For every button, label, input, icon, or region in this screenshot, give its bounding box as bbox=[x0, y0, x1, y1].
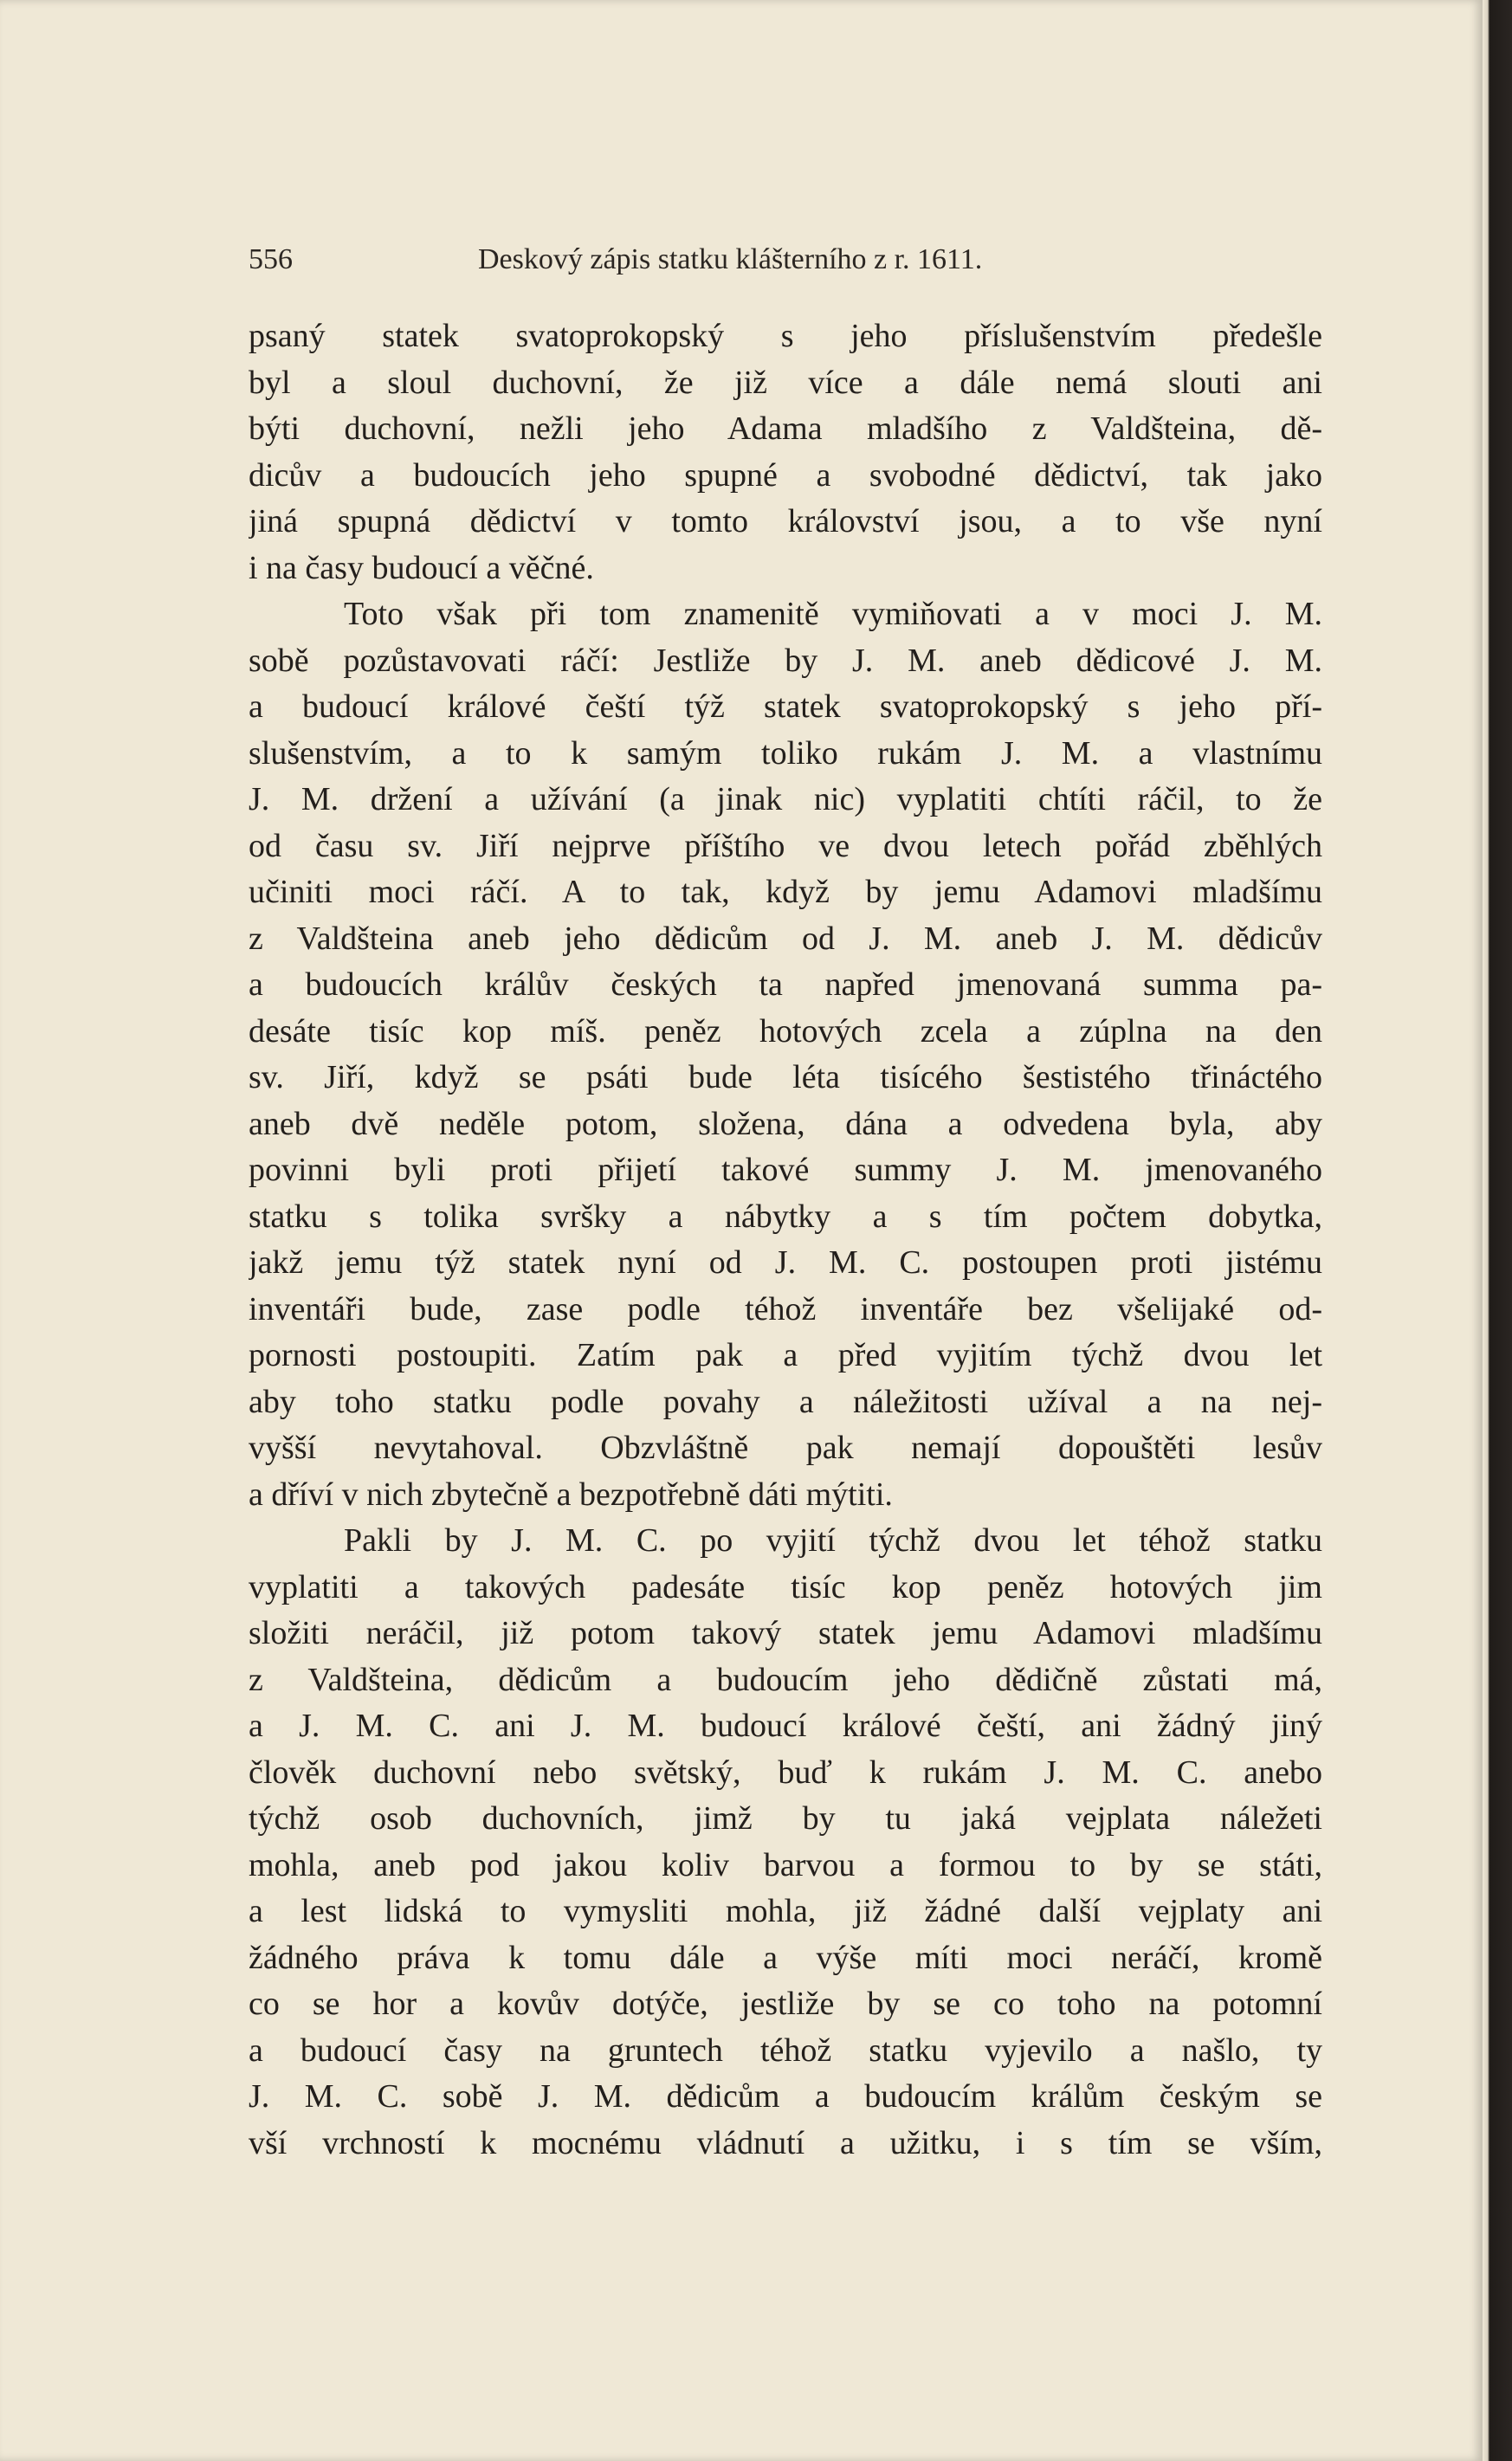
text-line: vyplatiti a takových padesáte tisíc kop peněz hotových jim bbox=[249, 1568, 1322, 1605]
text-line: vší vrchností k mocnému vládnutí a užitku, i s tím se vším, bbox=[249, 2124, 1322, 2161]
running-title: Deskový zápis statku klášterního z r. 1611. bbox=[478, 243, 983, 275]
text-line: a budoucích králův českých ta napřed jmenovaná summa pa- bbox=[249, 966, 1322, 1003]
text-line: a dříví v nich zbytečně a bezpotřebně dáti mýtiti. bbox=[249, 1476, 893, 1513]
body-text bbox=[249, 313, 1322, 2167]
text-line: i na časy budoucí a věčné. bbox=[249, 549, 594, 586]
text-line: pornosti postoupiti. Zatím pak a před vyjitím týchž dvou let bbox=[249, 1337, 1322, 1373]
text-line: od času sv. Jiří nejprve příštího ve dvou letech pořád zběhlých bbox=[249, 827, 1322, 864]
text-line: povinni byli proti přijetí takové summy J. M. jmenovaného bbox=[249, 1152, 1322, 1188]
text-line: učiniti moci ráčí. A to tak, když by jemu Adamovi mladšímu bbox=[249, 874, 1322, 910]
text-line: vyšší nevytahoval. Obzvláštně pak nemají dopouštěti lesův bbox=[249, 1430, 1322, 1466]
text-line: Pakli by J. M. C. po vyjití týchž dvou let téhož statku bbox=[344, 1522, 1322, 1559]
book-spine-edge bbox=[1483, 0, 1512, 2461]
page-number: 556 bbox=[249, 243, 293, 275]
text-line: psaný statek svatoprokopský s jeho příslušenstvím předešle bbox=[249, 318, 1322, 354]
text-line: a budoucí králové čeští týž statek svatoprokopský s jeho pří- bbox=[249, 688, 1322, 725]
text-line: desáte tisíc kop míš. peněz hotových zcela a zúplna na den bbox=[249, 1012, 1322, 1050]
page-header bbox=[249, 243, 1322, 287]
text-line: slušenstvím, a to k samým toliko rukám J. M. a vlastnímu bbox=[249, 734, 1322, 772]
text-line: a budoucí časy na gruntech téhož statku vyjevilo a našlo, ty bbox=[249, 2031, 1322, 2069]
text-line: J. M. držení a užívání (a jinak nic) vyplatiti chtíti ráčil, to že bbox=[249, 781, 1322, 817]
text-line: z Valdšteina, dědicům a budoucím jeho dědičně zůstati má, bbox=[249, 1661, 1322, 1698]
text-line: co se hor a kovův dotýče, jestliže by se co toho na potomní bbox=[249, 1986, 1322, 2022]
text-line: žádného práva k tomu dále a výše míti moci neráčí, kromě bbox=[249, 1939, 1322, 1976]
text-line: byl a sloul duchovní, že již více a dále nemá slouti ani bbox=[249, 364, 1322, 401]
text-line: a lest lidská to vymysliti mohla, již žádné další vejplaty ani bbox=[249, 1893, 1322, 1929]
text-line: statku s tolika svršky a nábytky a s tím počtem dobytka, bbox=[249, 1198, 1322, 1235]
text-line: dicův a budoucích jeho spupné a svobodné dědictví, tak jako bbox=[249, 456, 1322, 494]
text-line: aneb dvě neděle potom, složena, dána a odvedena byla, aby bbox=[249, 1105, 1322, 1142]
text-line: člověk duchovní nebo světský, buď k rukám J. M. C. anebo bbox=[249, 1754, 1322, 1791]
text-line: mohla, aneb pod jakou koliv barvou a formou to by se státi, bbox=[249, 1846, 1322, 1883]
text-line: Toto však při tom znamenitě vymiňovati a v moci J. M. bbox=[344, 596, 1322, 632]
text-line: jakž jemu týž statek nyní od J. M. C. postoupen proti jistému bbox=[249, 1244, 1322, 1281]
text-line: J. M. C. sobě J. M. dědicům a budoucím králům českým se bbox=[249, 2078, 1322, 2115]
text-line: sv. Jiří, když se psáti bude léta tisícého šestistého třináctého bbox=[249, 1059, 1322, 1095]
text-line: býti duchovní, nežli jeho Adama mladšího z Valdšteina, dě- bbox=[249, 410, 1322, 447]
text-line: z Valdšteina aneb jeho dědicům od J. M. aneb J. M. dědicův bbox=[249, 920, 1322, 957]
text-line: aby toho statku podle povahy a náležitosti užíval a na nej- bbox=[249, 1383, 1322, 1420]
text-line: sobě pozůstavovati ráčí: Jestliže by J. M. aneb dědicové J. M. bbox=[249, 642, 1322, 679]
text-line: jiná spupná dědictví v tomto království jsou, a to vše nyní bbox=[249, 503, 1322, 539]
text-line: inventáři bude, zase podle téhož inventáře bez všelijaké od- bbox=[249, 1290, 1322, 1327]
text-line: složiti neráčil, již potom takový statek jemu Adamovi mladšímu bbox=[249, 1615, 1322, 1651]
text-line: týchž osob duchovních, jimž by tu jaká vejplata náležeti bbox=[249, 1800, 1322, 1837]
text-line: a J. M. C. ani J. M. budoucí králové čeští, ani žádný jiný bbox=[249, 1708, 1322, 1744]
